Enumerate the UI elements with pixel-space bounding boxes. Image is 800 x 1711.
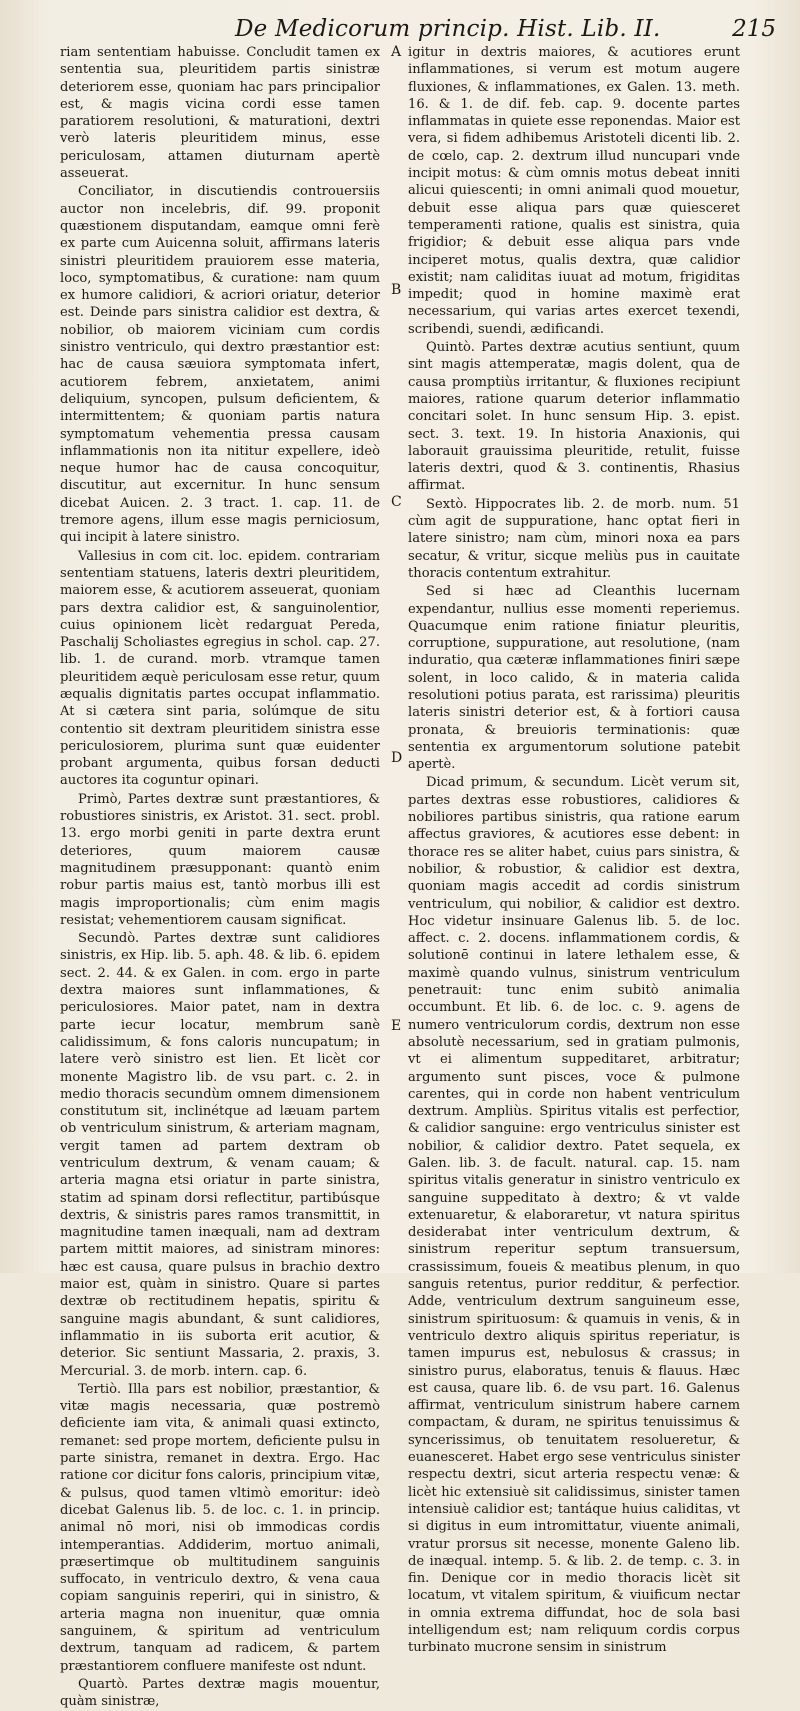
- paragraph: Vallesius in com cit. loc. epidem. contrariam sententiam statuens, lateris dextri pleuritidem, maiorem esse, & acutiorem asseuerat, quoniam pars dextra calidior est, & sanguinolentior, cuius opinionem licèt redarguat Pereda, Paschalij Scholiastes egregius in schol. cap. 27. lib. 1. de curand. morb. vtramque tamen pleuritidem æquè periculosam esse retur, quum æqualis dignitatis partes occupat inflammatio. At si cætera sint paria, solúmque de situ contentio sit dextram pleuritidem sinistra esse periculosiorem, plurima sunt quæ euidenter probant argumenta, quibus forsan deducti auctores ita coguntur opinari.: [60, 548, 380, 789]
- page-header: [60, 14, 776, 44]
- paragraph: riam sententiam habuisse. Concludit tamen ex sententia sua, pleuritidem partis sinistræ deteriorem esse, quoniam hac pars principalior est, & magis vicina cordi esse tamen paratiorem resolutioni, & maturationi, dextri verò lateris pleuritidem minus, esse periculosam, attamen diuturnam apertè asseuerat.: [60, 45, 380, 182]
- margin-letter-e: E: [391, 1018, 402, 1034]
- paragraph: Quartò. Partes dextræ magis mouentur, quàm sinistræ,: [60, 1676, 380, 1710]
- paragraph: Sed si hæc ad Cleanthis lucernam expendantur, nullius esse momenti reperiemus. Quacumque enim ratione finiatur pleuritis, corruptione, suppuratione, aut resolutione, (nam induratio, qua cæteræ inflammationes finiri sæpe solent, in loco calido, & in materia calida resolutioni potius parata, est rarissima) pleuritis lateris sinistri deterior est, & à fortiori causa pronata, & breuioris terminationis: quæ sententia ex argumentorum solutione patebit apertè.: [408, 584, 740, 773]
- paragraph: Dicad primum, & secundum. Licèt verum sit, partes dextras esse robustiores, calidiores & nobiliores partibus sinistris, qua ratione earum affectus graviores, & acutiores esse debent: in thorace res se aliter habet, cuius pars sinistra, & nobilior, & robustior, & calidior est dextra, quoniam magis accedit ad cordis sinistrum ventriculum, qui nobilior, & calidior est dextro. Hoc videtur insinuare Galenus lib. 5. de loc. affect. c. 2. docens. inflammationem cordis, & solutionē continui in latere lethalem esse, & maximè quando vulnus, sinistrum ventriculum penetrauit: tunc enim subitò animalia occumbunt. Et lib. 6. de loc. c. 9. agens de numero ventriculorum cordis, dextrum non esse absolutè necessarium, sed in gratiam pulmonis, vt ei alimentum suppeditaret, arbitratur; argumento sunt pisces, voce & pulmone carentes, qui in corde non habent ventriculum dextrum. Ampliùs. Spiritus vitalis est perfectior, & calidior sanguine: ergo ventriculus sinister est nobilior, & calidior dextro. Patet sequela, ex Galen. lib. 3. de facult. natural. cap. 15. nam spiritus vitalis generatur in sinistro ventriculo ex sanguine suppeditato à dextro; & vt valde extenuaretur, & elaboraretur, vt natura spiritus desiderabat inter ventriculum dextrum, & sinistrum reperitur septum transuersum, crassissimum, foueis & meatibus plenum, in quo sanguis retentus, purior redditur, & perfectior. Adde, ventriculum dextrum sanguineum esse, sinistrum spirituosum: & quamuis in venis, & in ventriculo dextro aliquis spiritus reperiatur, is tamen impurus est, nebulosus & crassus; in sinistro purus, elaboratus, tenuis & flauus. Hæc est causa, quare lib. 6. de vsu part. 16. Galenus affirmat, ventriculum sinistrum habere carnem compactam, & duram, ne spiritus tenuissimus & syncerissimus, ob tenuitatem resolueretur, & euanesceret. Habet ergo sese ventriculus sinister respectu dextri, sicut arteria respectu venæ: & licèt hic extensiuè sit calidissimus, sinister tamen intensiuè calidior est; tantáque huius caliditas, vt si digitus in eum intromittatur, viuente animali, vratur prorsus sit necesse, monente Galeno lib. de inæqual. intemp. 5. & lib. 2. de temp. c. 3. in fin. Denique cor in medio thoracis licèt sit locatum, vt vitalem spiritum, & viuificum nectar in omnia extrema diffundat, hoc de sola basi intelligendum est; nam reliquum cordis corpus turbinato mucrone sensim in sinistrum: [408, 775, 740, 1656]
- paragraph: Sextò. Hippocrates lib. 2. de morb. num. 51 cùm agit de suppuratione, hanc optat fieri in latere sinistro; nam cùm, minori noxa ea pars secatur, & vritur, sicque meliùs pus in cauitate thoracis contentum extrahitur.: [408, 496, 740, 581]
- paragraph: Conciliator, in discutiendis controuersiis auctor non incelebris, dif. 99. proponit quæstionem disputandam, eamque omni ferè ex parte cum Auicenna soluit, affirmans lateris sinistri pleuritidem prauiorem esse materia, loco, symptomatibus, & curatione: nam quum ex humore calidiori, & acriori oriatur, deterior est. Deinde pars sinistra calidior est dextra, & nobilior, ob maiorem viciniam cum cordis sinistro ventriculo, qui dextro præstantior est: hac de causa sæuiora symptomata infert, acutiorem febrem, anxietatem, animi deliquium, syncopen, pulsum deficientem, & intermittentem; & quoniam partis natura symptomatum vehementia pressa causam inflammationis non ita nititur expellere, ideò neque humor hac de causa concoquitur, discutitur, aut excernitur. In hunc sensum dicebat Auicen. 2. 3 tract. 1. cap. 11. de tremore agens, illum esse magis perniciosum, qui incipit à latere sinistro.: [60, 184, 380, 546]
- running-title: De Medicorum princip. Hist. Lib. II.: [235, 16, 661, 42]
- paragraph: Secundò. Partes dextræ sunt calidiores sinistris, ex Hip. lib. 5. aph. 48. & lib. 6. epidem sect. 2. 44. & ex Galen. in com. ergo in parte dextra maiores sunt inflammationes, & periculosiores. Maior patet, nam in dextra parte iecur locatur, membrum sanè calidissimum, & fons caloris nuncupatum; in latere verò sinistro est lien. Et licèt cor monente Magistro lib. de vsu part. c. 2. in medio thoracis secundùm omnem dimensionem constitutum sit, inclinétque ad læuam partem ob ventriculum sinistrum, & arteriam magnam, vergit tamen ad partem dextram ob ventriculum dextrum, & venam cauam; & arteria magna etsi oriatur in parte sinistra, statim ad spinam dorsi reflectitur, partibúsque dextris, & sinistris pares ramos transmittit, in magnitudine tamen inæquali, nam ad dextram partem mittit maiores, ad sinistram minores: hæc est causa, quare pulsus in brachio dextro maior est, quàm in sinistro. Quare si partes dextræ ob rectitudinem hepatis, spiritu & sanguine magis abundant, & sunt calidiores, inflammatio in iis suborta erit acutior, & deterior. Sic sentiunt Massaria, 2. praxis, 3. Mercurial. 3. de morb. intern. cap. 6.: [60, 931, 380, 1379]
- right-column: [408, 44, 740, 1657]
- page-number: 215: [732, 16, 776, 42]
- paragraph: Quintò. Partes dextræ acutius sentiunt, quum sint magis attemperatæ, magis dolent, qua de causa promptiùs irritantur, & fluxiones recipiunt maiores, ratione quarum deterior inflammatio concitari solet. In hunc sensum Hip. 3. epist. sect. 3. text. 19. In historia Anaxionis, qui laborauit grauissima pleuritide, retulit, fuisse lateris dextri, quod & 3. continentis, Rhasius affirmat.: [408, 340, 740, 494]
- paragraph: igitur in dextris maiores, & acutiores erunt inflammationes, si verum est motum augere fluxiones, & inflammationes, ex Galen. 13. meth. 16. & 1. de dif. feb. cap. 9. docente partes inflammatas in quiete esse reponendas. Maior est vera, si fidem adhibemus Aristoteli dicenti lib. 2. de cœlo, cap. 2. dextrum illud nuncupari vnde incipit motus: & cùm omnis motus debeat inniti alicui quiescenti; in omni animali quod mouetur, debuit esse aliqua pars quæ quiesceret temperamenti ratione, qualis est sinistra, quia frigidior; & debuit esse aliqua pars vnde inciperet motus, qualis dextra, quæ calidior existit; nam caliditas iuuat ad motum, frigiditas impedit; quod in homine maximè erat necessarium, qui varias artes exercet texendi, scribendi, suendi, ædificandi.: [408, 45, 740, 337]
- margin-letter-d: D: [391, 750, 403, 766]
- margin-letter-c: C: [391, 494, 402, 510]
- margin-letter-a: A: [391, 44, 402, 60]
- paragraph: Tertiò. Illa pars est nobilior, præstantior, & vitæ magis necessaria, quæ postremò deficiente iam vita, & animali quasi extincto, remanet: sed prope mortem, deficiente pulsu in parte sinistra, remanet in dextra. Ergo. Hac ratione cor dicitur fons caloris, principium vitæ, & pulsus, quod tamen vltimò emoritur: ideò dicebat Galenus lib. 5. de loc. c. 1. in princip. animal nō mori, nisi ob immodicas cordis intemperantias. Addiderim, mortuo animali, præsertimque ob multitudinem sanguinis suffocato, in ventriculo dextro, & vena caua copiam sanguinis reperiri, qui in sinistro, & arteria magna non inuenitur, quæ omnia sanguinem, & spiritum ad ventriculum dextrum, tanquam ad radicem, & partem præstantiorem confluere manifeste ost ndunt.: [60, 1381, 381, 1674]
- left-column: [60, 44, 380, 1711]
- paragraph: Primò, Partes dextræ sunt præstantiores, & robustiores sinistris, ex Aristot. 31. sect. probl. 13. ergo morbi geniti in parte dextra erunt deteriores, quum maiorem causæ magnitudinem præsupponant: quantò enim robur partis maius est, tantò morbus illi est magis improportionalis; cùm enim magis resistat; vehementiorem causam significat.: [60, 791, 380, 928]
- margin-letter-b: B: [391, 282, 402, 298]
